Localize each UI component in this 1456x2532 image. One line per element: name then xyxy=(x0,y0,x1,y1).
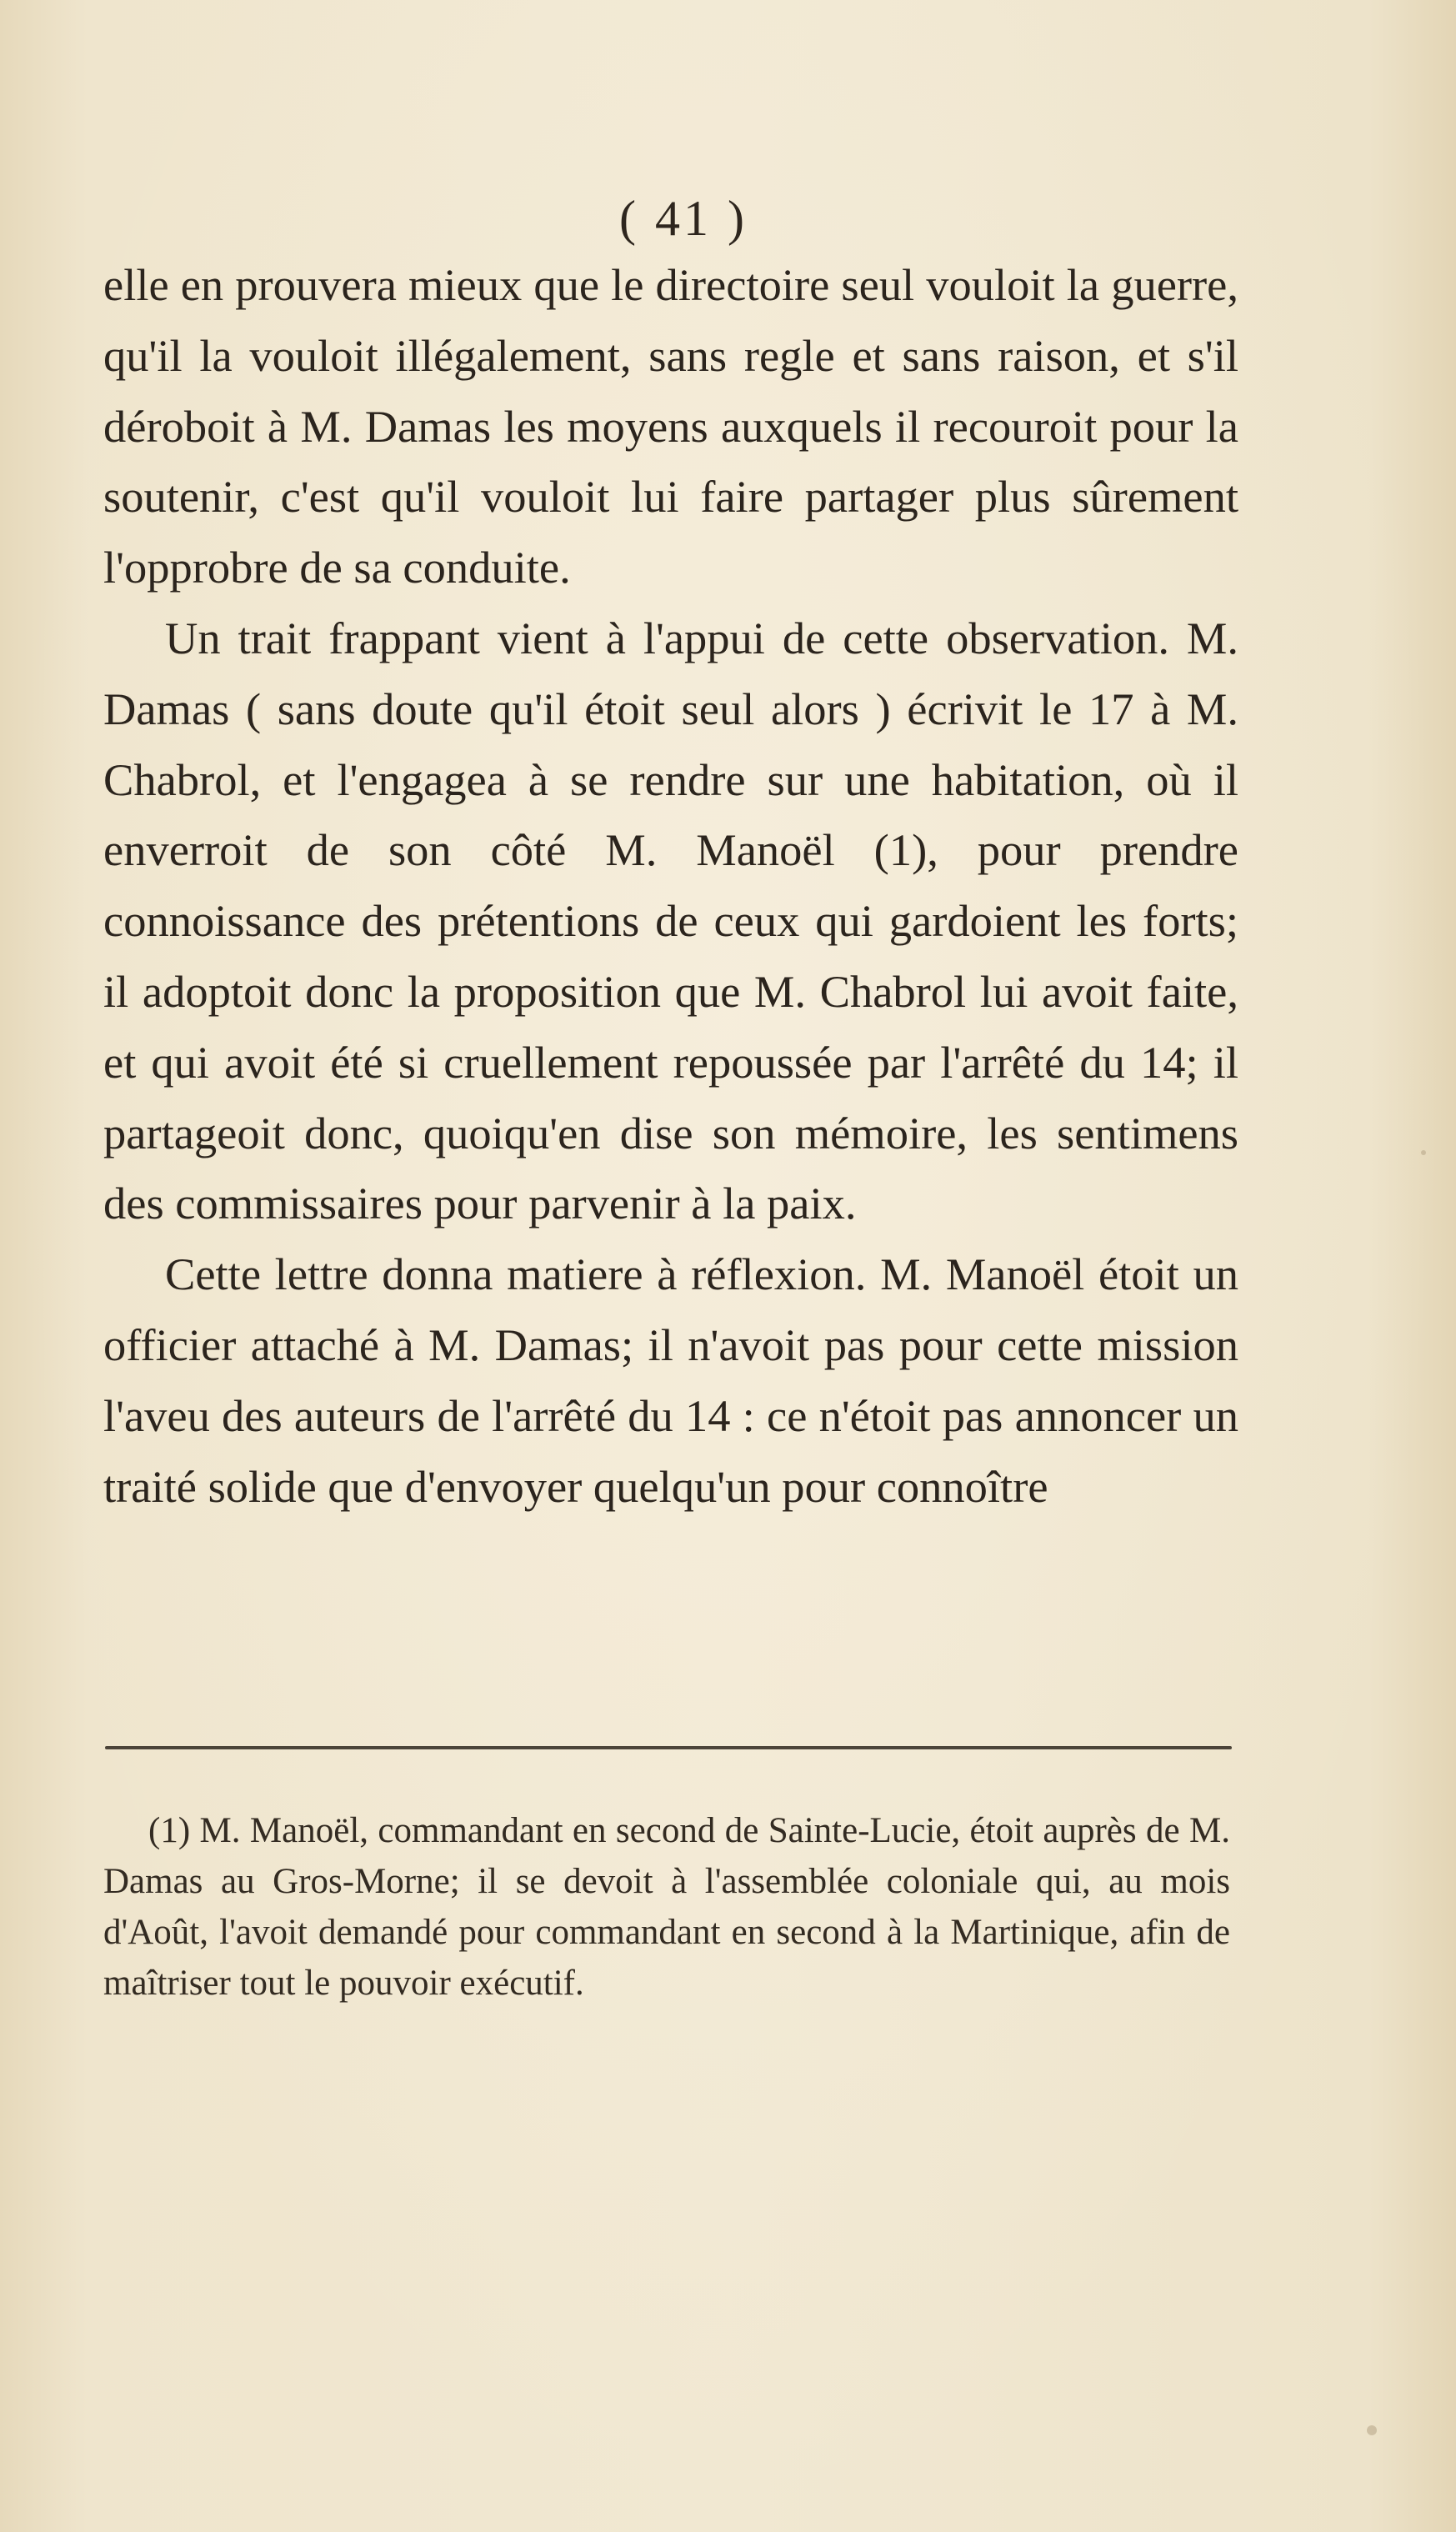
paragraph-2: Un trait frappant vient à l'appui de cette observation. M. Damas ( sans doute qu'il étoit seul alors ) écrivit le 17 à M. Chabrol, et l'engagea à se rendre sur une habitation, où il enverroit de son côté M. Manoël (1), pour prendre connoissance des prétentions de ceux qui gardoient les forts; il adoptoit donc la proposition que M. Chabrol lui avoit faite, et qui avoit été si cruellement repoussée par l'arrêté du 14; il partageoit donc, quoiqu'en dise son mémoire, les sentimens des commissaires pour parvenir à la paix. xyxy=(103,612,1238,1229)
footnote: (1) M. Manoël, commandant en second de Sainte-Lucie, étoit auprès de M. Damas au Gros-Morne; il se devoit à l'assemblée coloniale qui, au mois d'Août, l'avoit demandé pour commandant en second à la Martinique, afin de maîtriser tout le pouvoir exécutif. xyxy=(103,1811,1230,2003)
paragraph-1: elle en prouvera mieux que le directoire seul vouloit la guerre, qu'il la vouloit illégalement, sans regle et sans raison, et s'il déroboit à M. Damas les moyens auxquels il recouroit pour la soutenir, c'est qu'il vouloit lui faire partager plus sûrement l'opprobre de sa conduite. xyxy=(103,259,1238,593)
paper-speck xyxy=(1367,2425,1377,2435)
paragraph-3: Cette lettre donna matiere à réflexion. M. Manoël étoit un officier attaché à M. Damas; il n'avoit pas pour cette mission l'aveu des auteurs de l'arrêté du 14 : ce n'étoit pas annoncer un traité solide que d'envoyer quelqu'un pour connoître xyxy=(103,1248,1238,1512)
footnote-divider xyxy=(105,1746,1232,1749)
paper-speck xyxy=(1421,1150,1426,1155)
main-text xyxy=(103,250,1238,1522)
page-number: ( 41 ) xyxy=(619,191,748,246)
